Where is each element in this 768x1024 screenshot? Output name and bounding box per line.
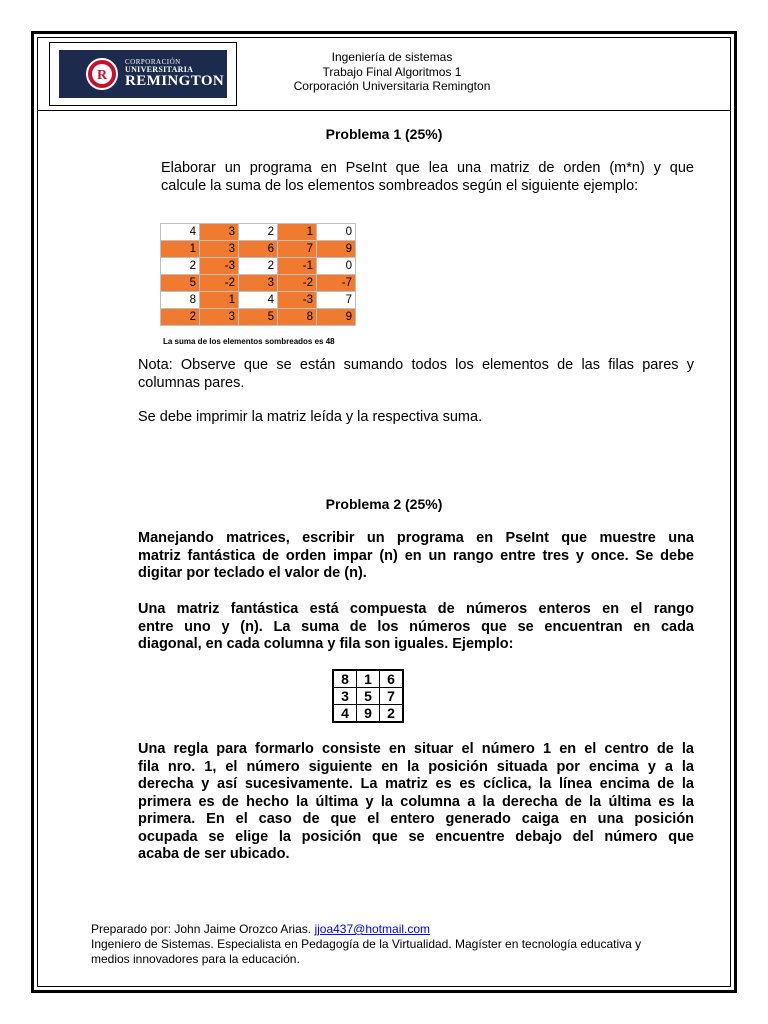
problem2-rule-line-7: acaba de ser ubicado.: [138, 846, 290, 862]
magic-cell: 1: [357, 670, 380, 688]
magic-cell: 2: [380, 705, 404, 723]
matrix-cell: 2: [239, 258, 278, 275]
example-matrix: [160, 223, 356, 326]
matrix-row: [161, 241, 356, 258]
problem2-rule-line-3: derecha y así sucesivamente. La matriz es es cíclica, la línea encima de la: [138, 776, 694, 792]
matrix-cell: 8: [278, 309, 317, 326]
problem2-intro-line-1: Manejando matrices, escribir un programa en PseInt que muestre una: [138, 530, 694, 546]
problem2-def-line-3: diagonal, en cada columna y fila son iguales. Ejemplo:: [138, 636, 514, 652]
header-line-1: Ingeniería de sistemas: [331, 50, 453, 64]
remington-logo: [59, 50, 227, 98]
matrix-cell: 4: [161, 224, 200, 241]
matrix-cell: 7: [317, 292, 356, 309]
problem1-statement: [161, 160, 694, 195]
matrix-cell: 3: [239, 275, 278, 292]
problem1-statement-line-2: calcule la suma de los elementos sombreados según el siguiente ejemplo:: [161, 177, 639, 194]
matrix-cell: -7: [317, 275, 356, 292]
magic-cell: 8: [333, 670, 357, 688]
matrix-cell: 1: [161, 241, 200, 258]
emblem-letter: R: [96, 68, 108, 83]
matrix-cell: 3: [200, 309, 239, 326]
problem2-title: Problema 2 (25%): [325, 496, 443, 512]
problem1-statement-line-1: Elaborar un programa en PseInt que lea una matriz de orden (m*n) y que: [161, 160, 694, 176]
magic-row: [333, 688, 403, 705]
magic-cell: 4: [333, 705, 357, 723]
matrix-row: [161, 275, 356, 292]
matrix-caption: La suma de los elementos sombreados es 48: [163, 337, 335, 346]
matrix-cell: 2: [239, 224, 278, 241]
matrix-cell: 1: [278, 224, 317, 241]
matrix-cell: 6: [239, 241, 278, 258]
matrix-cell: 2: [161, 258, 200, 275]
matrix-cell: 7: [278, 241, 317, 258]
problem1-note-line-2: columnas pares.: [138, 374, 245, 391]
footer-prepared-by: Preparado por: John Jaime Orozco Arias.: [91, 922, 315, 936]
problem2-rule-line-4: primera es de hecho la última y la columna a la derecha de la última es la: [138, 793, 694, 810]
problem2-def-line-1: Una matriz fantástica está compuesta de números enteros en el rango: [138, 601, 694, 617]
problem2-rule-line-1: Una regla para formarlo consiste en situar el número 1 en el centro de la: [138, 741, 694, 757]
problem1-note: [138, 357, 694, 392]
matrix-cell: 9: [317, 241, 356, 258]
problem2-rule-line-5: primera. En el caso de que el entero generado caiga en una posición: [138, 811, 694, 827]
magic-row: [333, 705, 403, 723]
matrix-row: [161, 258, 356, 275]
header-divider: [37, 110, 731, 111]
problem2-rule-line-2: fila nro. 1, el número siguiente en la posición situada por encima y a la: [138, 758, 694, 775]
matrix-cell: 0: [317, 258, 356, 275]
matrix-cell: 4: [239, 292, 278, 309]
problem2-def-line-2: entre uno y (n). La suma de los números que se encuentran en cada: [138, 618, 694, 635]
matrix-cell: 5: [161, 275, 200, 292]
footer-line-3: medios innovadores para la educación.: [91, 952, 300, 966]
matrix-cell: 1: [200, 292, 239, 309]
logo-line-1: CORPORACIÓN: [125, 58, 181, 66]
problem1-title: Problema 1 (25%): [325, 126, 443, 142]
document-header: [252, 50, 532, 94]
problem2-intro-line-2: matriz fantástica de orden impar (n) en un rango entre tres y once. Se debe: [138, 547, 694, 564]
example-matrix-image: [138, 213, 386, 349]
problem2-intro: [138, 530, 694, 583]
matrix-row: [161, 309, 356, 326]
matrix-cell: 0: [317, 224, 356, 241]
magic-cell: 7: [380, 688, 404, 705]
problem1-print: Se debe imprimir la matriz leída y la respectiva suma.: [138, 409, 483, 425]
matrix-cell: 2: [161, 309, 200, 326]
matrix-cell: -1: [278, 258, 317, 275]
matrix-cell: -2: [278, 275, 317, 292]
matrix-row: [161, 224, 356, 241]
matrix-cell: 5: [239, 309, 278, 326]
magic-cell: 6: [380, 670, 404, 688]
magic-cell: 9: [357, 705, 380, 723]
logo-line-2: UNIVERSITARIA: [125, 65, 194, 74]
matrix-cell: 3: [200, 241, 239, 258]
magic-cell: 3: [333, 688, 357, 705]
matrix-cell: -2: [200, 275, 239, 292]
header-line-3: Corporación Universitaria Remington: [293, 79, 491, 93]
matrix-row: [161, 292, 356, 309]
problem2-definition: [138, 601, 694, 654]
remington-emblem-icon: [85, 57, 119, 91]
document-footer: [91, 922, 701, 967]
problem2-intro-line-3: digitar por teclado el valor de (n).: [138, 565, 367, 581]
magic-square-example: [332, 669, 404, 723]
problem1-note-line-1: Nota: Observe que se están sumando todos los elementos de las filas pares y: [138, 357, 694, 373]
matrix-cell: 3: [200, 224, 239, 241]
magic-row: [333, 670, 403, 688]
matrix-cell: -3: [200, 258, 239, 275]
header-line-2: Trabajo Final Algoritmos 1: [322, 64, 462, 79]
magic-cell: 5: [357, 688, 380, 705]
problem2-rule: [138, 741, 694, 864]
problem2-rule-line-6: ocupada se elige la posición que se encuentre debajo del número que: [138, 828, 694, 845]
footer-email-link[interactable]: jjoa437@hotmail.com: [314, 922, 431, 936]
matrix-cell: -3: [278, 292, 317, 309]
logo-line-3: REMINGTON: [125, 73, 225, 89]
matrix-cell: 9: [317, 309, 356, 326]
footer-line-2: Ingeniero de Sistemas. Especialista en Pedagogía de la Virtualidad. Magíster en tecnología educativa y: [91, 937, 642, 951]
matrix-cell: 8: [161, 292, 200, 309]
